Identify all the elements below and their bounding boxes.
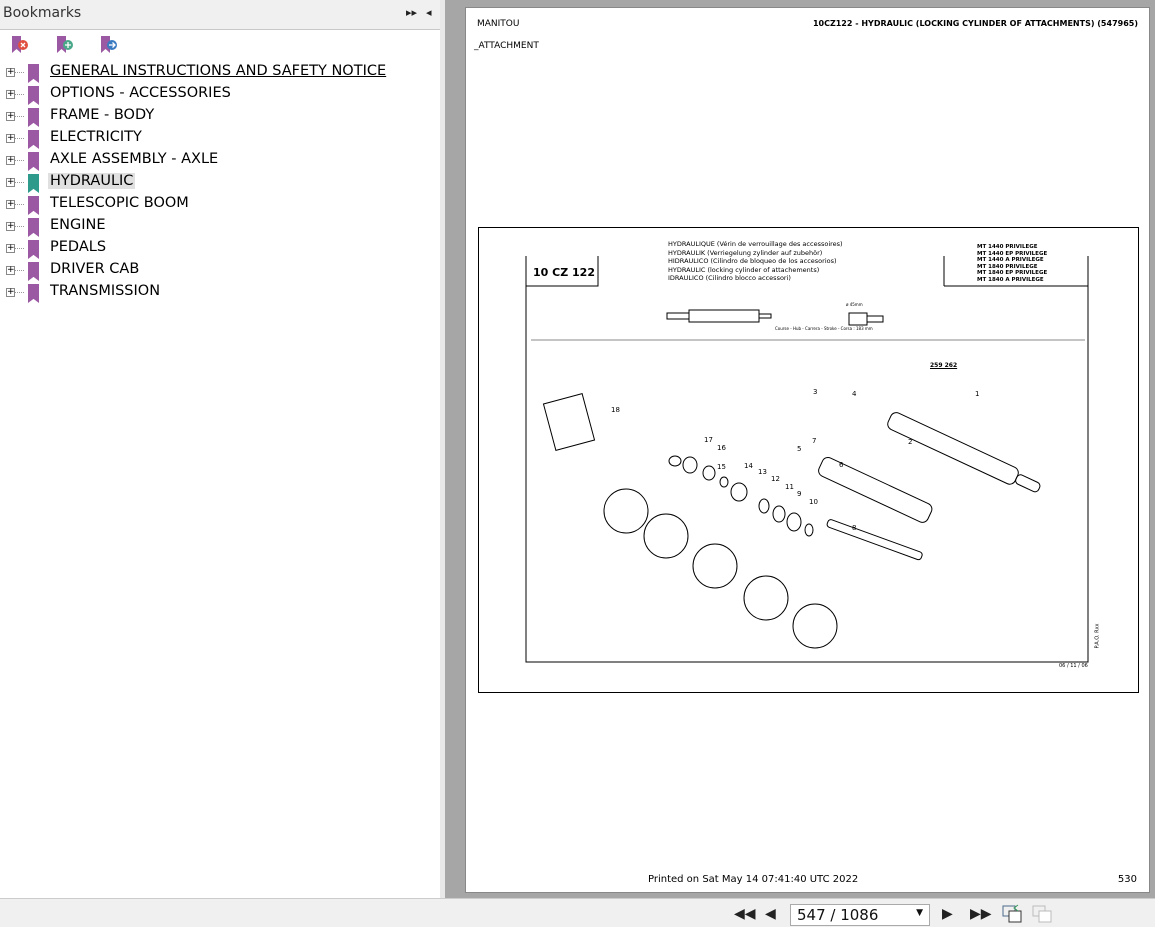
bookmark-item[interactable]: [0, 128, 440, 150]
part-callout: 10: [809, 498, 818, 506]
title-de: HYDRAULIK (Verriegelung zylinder auf zubehör): [668, 248, 823, 257]
panel-header: [0, 0, 440, 30]
bookmark-icon: [28, 262, 39, 281]
previous-page-button[interactable]: ◀: [765, 906, 776, 922]
model: MT 1840 PRIVILEGE: [977, 263, 1038, 270]
model: MT 1440 A PRIVILEGE: [977, 257, 1044, 264]
bookmark-label: HYDRAULIC: [50, 173, 134, 189]
tree-connector: [15, 94, 24, 95]
part-callout: 16: [717, 444, 726, 452]
delete-bookmark-icon: [10, 34, 30, 56]
title-it: IDRAULICO (Cilindro blocco accessori): [668, 274, 791, 282]
bookmark-icon: [28, 174, 39, 193]
model: MT 1840 A PRIVILEGE: [977, 276, 1044, 283]
bookmark-icon: [28, 64, 39, 83]
fit-width-icon: [1032, 903, 1052, 923]
part-callout: 1: [975, 390, 980, 398]
bookmark-item[interactable]: [0, 260, 440, 282]
page-selector[interactable]: [790, 904, 930, 926]
pdf-page: [465, 7, 1150, 893]
diagram-drawing: [479, 228, 1138, 692]
model: MT 1440 EP PRIVILEGE: [977, 250, 1048, 257]
part-callout: 13: [758, 468, 767, 476]
diameter-note: ø 45mm: [846, 302, 863, 307]
title-en: HYDRAULIC (locking cylinder of attachements): [668, 265, 820, 274]
bookmark-icon: [28, 108, 39, 127]
drawing-code: 10 CZ 122: [533, 266, 595, 279]
bookmark-label: DRIVER CAB: [50, 261, 140, 277]
expand-icon[interactable]: ▸▸: [406, 6, 418, 19]
bookmark-icon: [28, 284, 39, 303]
bookmark-item[interactable]: [0, 106, 440, 128]
bookmark-item[interactable]: [0, 62, 440, 84]
title-es: HIDRAULICO (Cilindro de bloqueo de los accesorios): [668, 257, 837, 265]
close-panel-icon[interactable]: ◂: [426, 6, 432, 19]
expand-toggle[interactable]: +: [7, 133, 15, 143]
expand-toggle[interactable]: +: [7, 155, 15, 165]
page-display: 547 / 1086: [797, 906, 879, 924]
expand-toggle[interactable]: +: [7, 67, 15, 77]
bookmark-label: AXLE ASSEMBLY - AXLE: [50, 151, 219, 167]
last-page-button[interactable]: ▶▶: [970, 906, 992, 922]
tree-connector: [15, 116, 24, 117]
bookmark-item[interactable]: [0, 216, 440, 238]
delete-bookmark-button[interactable]: [10, 34, 30, 56]
fit-width-button[interactable]: [1032, 903, 1052, 927]
tree-connector: [15, 182, 24, 183]
tree-connector: [15, 292, 24, 293]
bookmark-icon: [28, 152, 39, 171]
part-callout: 17: [704, 436, 713, 444]
document-view: [445, 0, 1155, 898]
expand-toggle[interactable]: +: [7, 287, 15, 297]
fit-page-button[interactable]: [1002, 903, 1022, 927]
part-callout: 14: [744, 462, 753, 470]
expand-toggle[interactable]: +: [7, 243, 15, 253]
tree-connector: [15, 226, 24, 227]
add-bookmark-button[interactable]: [55, 34, 75, 56]
part-callout: 8: [852, 524, 857, 532]
bookmark-item[interactable]: [0, 150, 440, 172]
reference-number: 259 262: [930, 362, 958, 369]
bookmark-label: OPTIONS - ACCESSORIES: [50, 85, 231, 101]
part-callout: 5: [797, 445, 802, 453]
section-label: _ATTACHMENT: [474, 41, 539, 51]
bookmark-icon: [28, 240, 39, 259]
part-callout: 15: [717, 463, 726, 471]
bookmark-icon: [28, 218, 39, 237]
model: MT 1440 PRIVILEGE: [977, 244, 1038, 250]
part-callout: 3: [813, 388, 818, 396]
model-list: [977, 244, 1047, 284]
bookmark-label: PEDALS: [50, 239, 107, 255]
bookmark-label: FRAME - BODY: [50, 107, 155, 123]
expand-toggle[interactable]: +: [7, 111, 15, 121]
stroke-note: Course - Hub - Carrera - Stroke - Corsa : 183 mm: [775, 326, 873, 331]
drawing-date: 06 / 11 / 06: [1059, 663, 1088, 669]
tree-connector: [15, 72, 24, 73]
header-left: MANITOU: [477, 19, 520, 29]
add-bookmark-icon: [55, 34, 75, 56]
parts-diagram: [478, 227, 1139, 693]
expand-toggle[interactable]: +: [7, 265, 15, 275]
bookmark-label: GENERAL INSTRUCTIONS AND SAFETY NOTICE: [50, 63, 387, 79]
model: MT 1840 EP PRIVILEGE: [977, 270, 1048, 277]
part-callout: 11: [785, 483, 794, 491]
printed-on: Printed on Sat May 14 07:41:40 UTC 2022: [648, 874, 859, 885]
bookmark-item[interactable]: [0, 282, 440, 304]
next-page-button[interactable]: ▶: [942, 906, 953, 922]
expand-toggle[interactable]: +: [7, 221, 15, 231]
tree-connector: [15, 270, 24, 271]
part-callout: 4: [852, 390, 857, 398]
tree-connector: [15, 160, 24, 161]
part-callout: 6: [839, 461, 844, 469]
bookmark-label: ELECTRICITY: [50, 129, 142, 145]
bookmark-item[interactable]: [0, 172, 440, 194]
goto-bookmark-icon: [99, 34, 119, 56]
bookmark-tree: [0, 62, 440, 304]
fit-page-icon: [1002, 903, 1022, 923]
bookmark-item[interactable]: [0, 84, 440, 106]
part-callout: 7: [812, 437, 817, 445]
bookmark-label: ENGINE: [50, 217, 106, 233]
tree-connector: [15, 248, 24, 249]
drawing-titles: [668, 240, 843, 283]
header-right: 10CZ122 - HYDRAULIC (LOCKING CYLINDER OF ATTACHMENTS) (547965): [812, 19, 1138, 28]
bookmarks-panel: [0, 0, 440, 898]
part-callout: 2: [908, 438, 913, 446]
bookmark-item[interactable]: [0, 194, 440, 216]
bookmark-icon: [28, 130, 39, 149]
bookmark-icon: [28, 86, 39, 105]
first-page-button[interactable]: ◀◀: [734, 906, 756, 922]
bookmark-label: TELESCOPIC BOOM: [50, 195, 189, 211]
page-number: 530: [1117, 874, 1137, 885]
chevron-down-icon: ▼: [916, 908, 923, 918]
drawing-side-note: P.A.O. Rxx: [1094, 623, 1101, 649]
bookmark-toolbar: [0, 30, 440, 60]
goto-bookmark-button[interactable]: [99, 34, 119, 56]
navigation-bar: [0, 898, 1155, 927]
panel-title: Bookmarks: [3, 5, 82, 21]
part-callout: 9: [797, 490, 802, 498]
part-callout: 12: [771, 475, 780, 483]
expand-toggle[interactable]: +: [7, 89, 15, 99]
bookmark-item[interactable]: [0, 238, 440, 260]
expand-toggle[interactable]: +: [7, 199, 15, 209]
bookmark-label: TRANSMISSION: [50, 283, 161, 299]
bookmark-icon: [28, 196, 39, 215]
expand-toggle[interactable]: +: [7, 177, 15, 187]
title-fr: HYDRAULIQUE (Vérin de verrouillage des accessoires): [668, 240, 843, 248]
part-callout: 18: [611, 406, 620, 414]
tree-connector: [15, 204, 24, 205]
tree-connector: [15, 138, 24, 139]
